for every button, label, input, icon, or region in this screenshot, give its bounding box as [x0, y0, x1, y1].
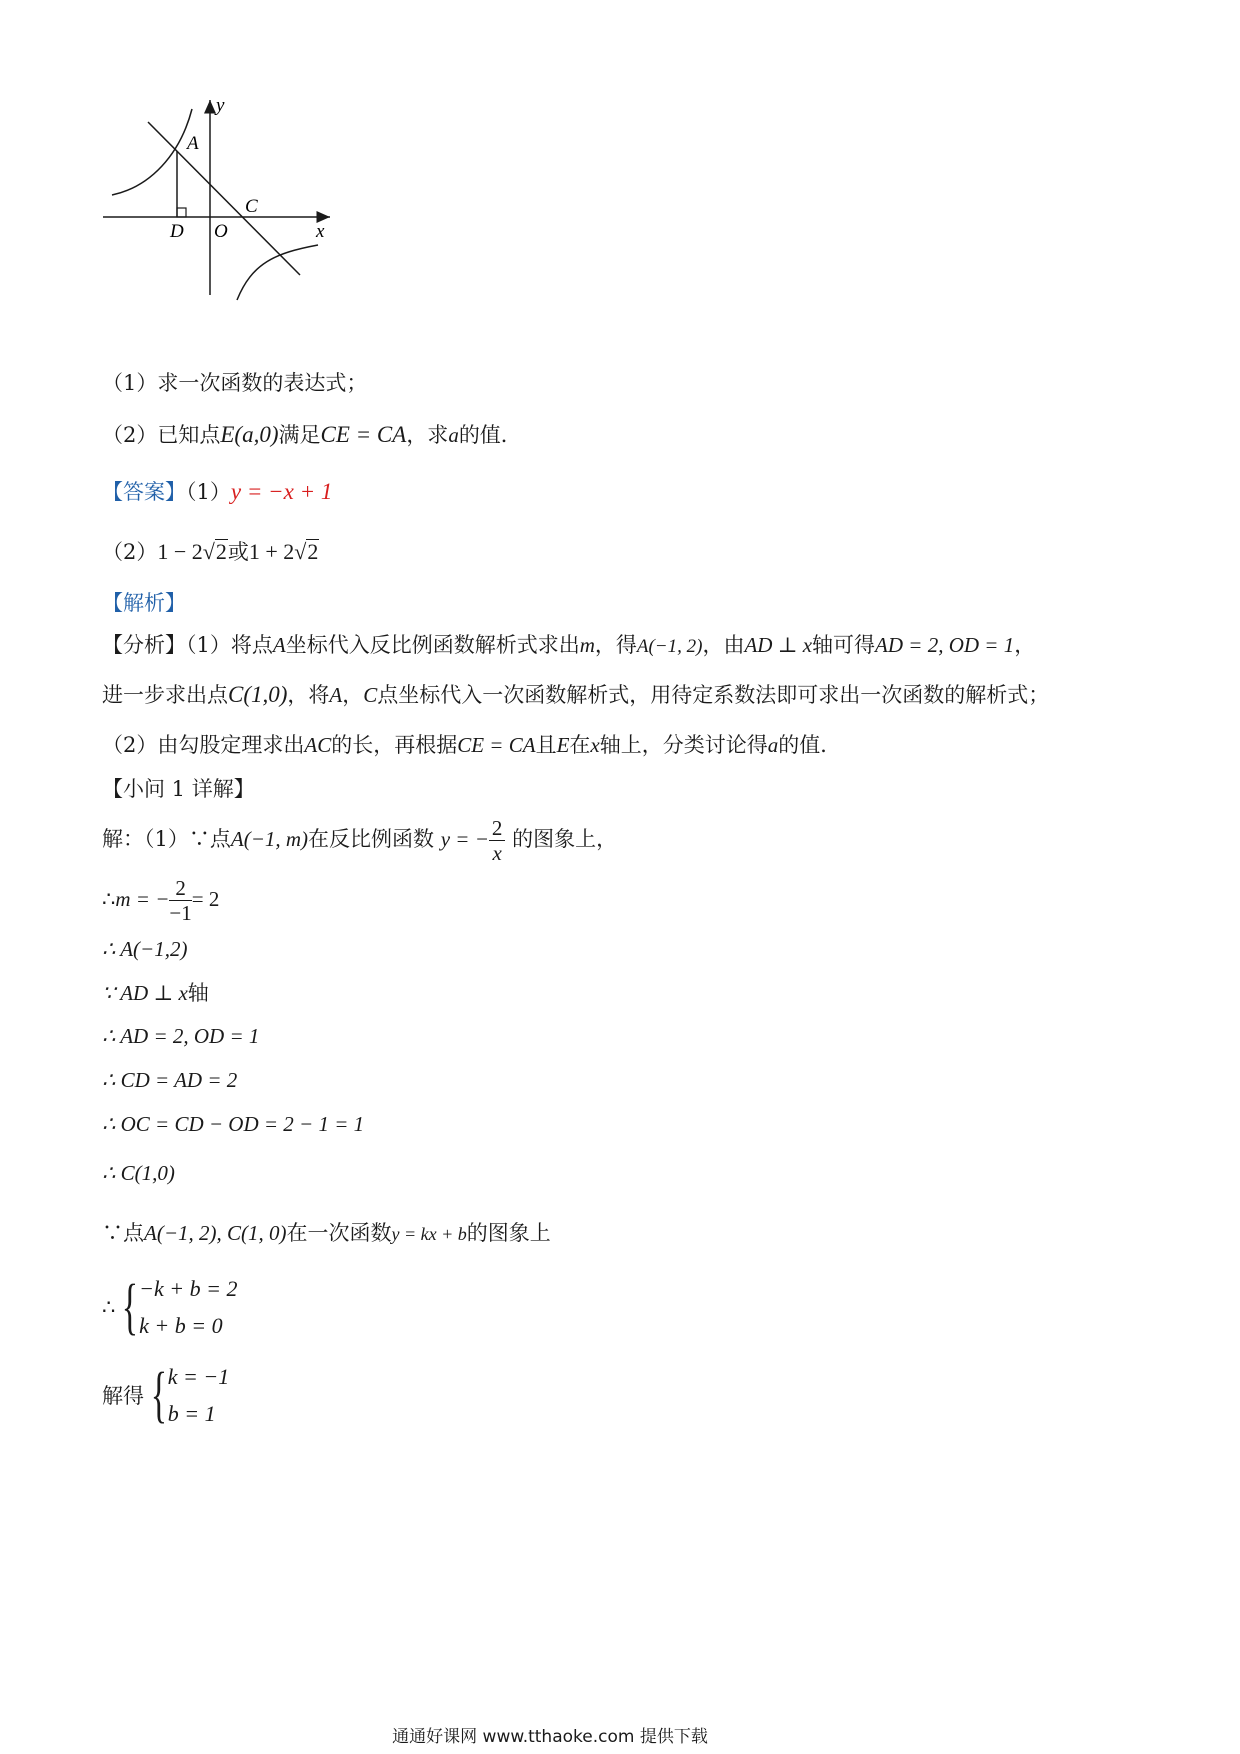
- linear-function-line: [148, 122, 300, 275]
- right-angle-mark: [177, 208, 186, 217]
- step-6: ∴ CD = AD = 2: [102, 1068, 238, 1092]
- answer-1-value: y = −x + 1: [230, 479, 333, 504]
- label-x: x: [316, 221, 325, 242]
- label-c: C: [245, 196, 258, 217]
- step-11: 解得 { k = −1 b = 1: [102, 1361, 230, 1429]
- label-o: O: [214, 221, 228, 242]
- label-y: y: [216, 95, 225, 116]
- step-1: 解：（1）∵点A(−1, m)在反比例函数 y = − $\frac{2}{x}$ 的图象上，: [102, 816, 618, 865]
- label-d: D: [170, 221, 184, 242]
- question-1: （1）求一次函数的表达式；: [102, 371, 368, 395]
- question-2: （2）已知点E(a,0)满足CE = CA，求a的值．: [102, 422, 522, 447]
- step-3: ∴ A(−1,2): [102, 937, 188, 961]
- step-7: ∴ OC = CD − OD = 2 − 1 = 1: [102, 1112, 365, 1136]
- analysis-line-3: （2）由勾股定理求出AC的长，再根据CE = CA且E在x轴上，分类讨论得a的值．: [102, 733, 842, 757]
- label-a: A: [187, 133, 199, 154]
- answer-line-1: 【答案】（1）y = −x + 1: [102, 479, 333, 504]
- analysis-tag: 【解析】: [102, 591, 186, 615]
- page-footer: 通通好课网 www.tthaoke.com 提供下载: [392, 1727, 708, 1747]
- step-4: ∵ AD ⊥ x轴: [102, 981, 209, 1005]
- function-graph: [100, 95, 340, 305]
- analysis-line-1: 【分析】（1）将点A坐标代入反比例函数解析式求出m，得A(−1, 2)，由AD ⊥ x轴可得AD = 2, OD = 1，: [102, 633, 1036, 657]
- answer-line-2: （2）1 − 2√2或1 + 2√2: [102, 539, 319, 564]
- step-2: ∴m = − $\frac{2}{-1}$ = 2: [102, 876, 220, 925]
- step-10: ∴ { −k + b = 2 k + b = 0: [102, 1273, 238, 1341]
- analysis-line-2: 进一步求出点C(1,0)，将A，C点坐标代入一次函数解析式，用待定系数法即可求出一次函数的解析式；: [102, 682, 1050, 707]
- detail-tag: 【小问 1 详解】: [102, 777, 255, 801]
- step-9: ∵点A(−1, 2), C(1, 0)在一次函数y = kx + b的图象上: [102, 1221, 551, 1245]
- step-5: ∴ AD = 2, OD = 1: [102, 1024, 260, 1048]
- step-8: ∴ C(1,0): [102, 1161, 175, 1185]
- answer-tag: 【答案】: [102, 480, 186, 504]
- hyperbola-branch-left: [112, 109, 192, 195]
